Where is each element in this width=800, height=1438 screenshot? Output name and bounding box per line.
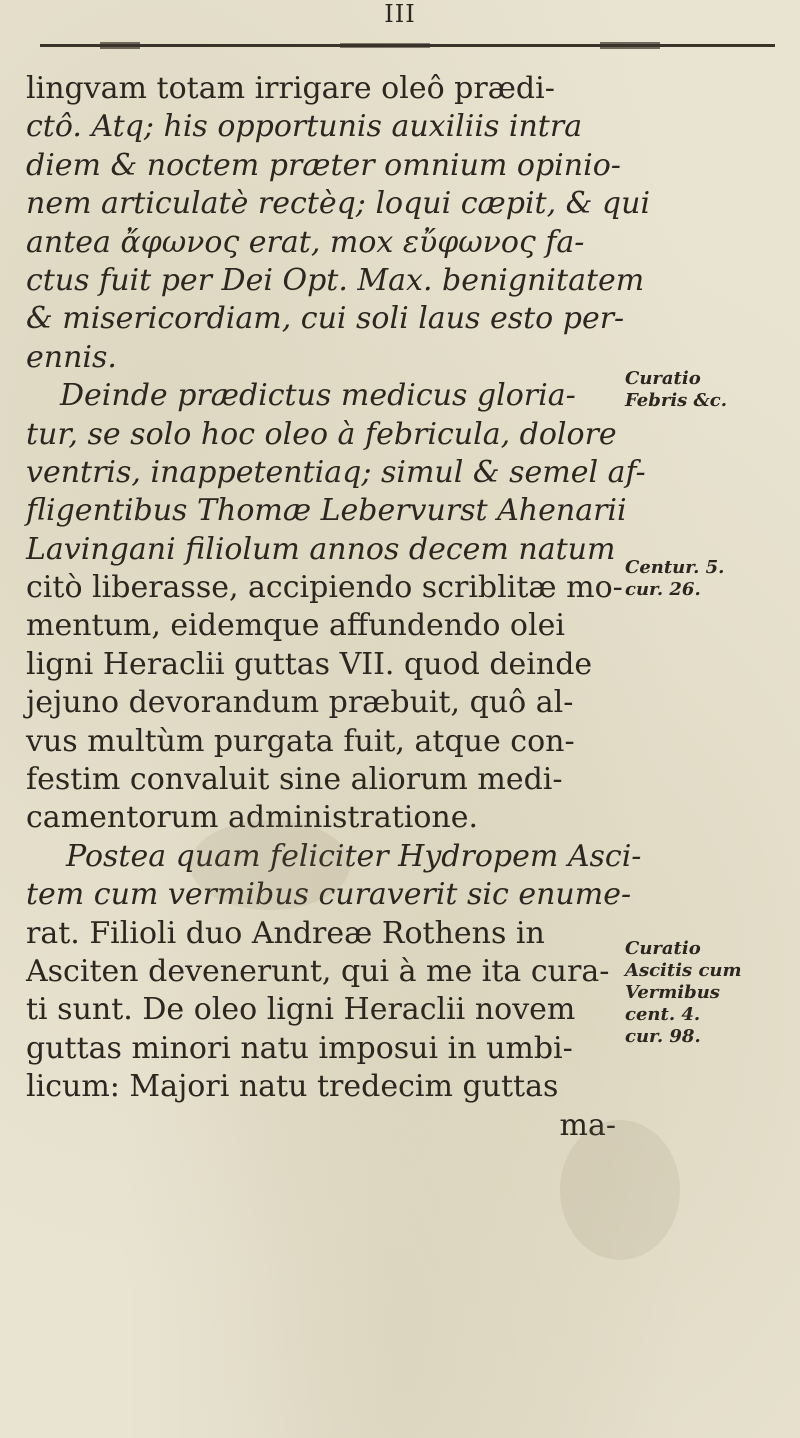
text-line — [26, 991, 616, 1029]
text-line — [26, 70, 616, 108]
text-line — [26, 224, 616, 262]
text-line-content: antea ἄφωνος erat, mox εὔφωνος fa- — [26, 224, 585, 260]
margin-note-line: Curatio — [625, 938, 701, 959]
text-line — [26, 416, 616, 454]
text-line-content: ti sunt. De oleo ligni Heraclii novem — [26, 992, 576, 1028]
paper-stain — [190, 820, 350, 910]
text-line-content: Asciten devenerunt, qui à me ita cura- — [26, 953, 610, 989]
text-line — [26, 147, 621, 185]
margin-note-ascites — [625, 938, 800, 1048]
margin-note-line: Centur. 5. — [625, 557, 725, 578]
text-line — [26, 1107, 616, 1145]
text-line — [26, 723, 616, 761]
text-line-content: festim convaluit sine aliorum medi- — [26, 762, 563, 798]
text-line — [26, 684, 616, 722]
text-line-content: tem cum vermibus curaverit sic enume- — [26, 877, 632, 913]
text-line-content: diem & noctem præter omnium opinio- — [26, 147, 621, 183]
text-line — [26, 761, 616, 799]
text-line — [26, 262, 645, 300]
text-line-content: citò liberasse, accipiendo scriblitæ mo- — [26, 570, 623, 606]
margin-note-line: cur. 26. — [625, 579, 701, 600]
text-line-content: ventris, inappetentiaq; simul & semel af- — [26, 454, 646, 490]
text-line-content: mentum, eidemque affundendo olei — [26, 608, 565, 644]
text-line — [26, 492, 627, 530]
text-line — [26, 607, 616, 645]
text-line — [26, 108, 616, 146]
page-number: III — [384, 0, 416, 28]
text-line-content: guttas minori natu imposui in umbi- — [26, 1030, 573, 1066]
paper-stain — [560, 1120, 680, 1260]
text-line-content: ennis. — [26, 339, 117, 375]
text-line — [26, 454, 646, 492]
margin-note-line: Vermibus — [625, 982, 720, 1003]
text-line-content: rat. Filioli duo Andreæ Rothens in — [26, 915, 545, 951]
text-line — [26, 1068, 616, 1106]
text-line-content: ctus fuit per Dei Opt. Max. benignitatem — [26, 262, 645, 298]
margin-note-febris — [625, 368, 800, 412]
text-line — [26, 377, 616, 415]
text-line-content: lingvam totam irrigare oleô prædi- — [26, 71, 555, 106]
text-line-content: ctô. Atq; his opportunis auxiliis intra — [26, 109, 583, 145]
text-line — [26, 531, 616, 569]
text-line-content: nem articulatè rectèq; loqui cæpit, & qui — [26, 186, 651, 222]
text-line-content: & misericordiam, cui soli laus esto per- — [26, 301, 625, 337]
text-line-content: vus multùm purgata fuit, atque con- — [26, 723, 575, 759]
text-line-content: Postea quam feliciter Hydropem Asci- — [66, 838, 642, 874]
text-line — [26, 646, 616, 684]
text-line-content: camentorum administratione. — [26, 800, 479, 836]
header-rule — [40, 40, 775, 52]
body-text — [26, 70, 651, 1145]
text-line — [26, 1030, 616, 1068]
text-line-content: fligentibus Thomæ Lebervurst Ahenarii — [26, 493, 627, 529]
text-line-content: ma- — [559, 1107, 616, 1143]
text-line-content: Deinde prædictus medicus gloria- — [60, 378, 576, 414]
margin-note-line: cur. 98. — [625, 1026, 701, 1047]
text-line-content: Lavingani filiolum annos decem natum — [26, 531, 616, 567]
margin-note-line: Febris &c. — [625, 390, 728, 411]
margin-note-centuria — [625, 557, 800, 601]
text-line-content: licum: Majori natu tredecim guttas — [26, 1069, 559, 1105]
text-line — [26, 953, 616, 991]
text-line — [26, 339, 616, 377]
text-line — [26, 300, 625, 338]
margin-note-line: cent. 4. — [625, 1004, 701, 1025]
text-line-content: jejuno devorandum præbuit, quô al- — [26, 685, 574, 721]
text-line-content: ligni Heraclii guttas VII. quod deinde — [26, 646, 593, 682]
text-line — [26, 569, 623, 607]
margin-note-line: Curatio — [625, 368, 701, 389]
margin-note-line: Ascitis cum — [625, 960, 742, 981]
text-line-content: tur, se solo hoc oleo à febricula, dolore — [26, 416, 617, 452]
text-line — [26, 915, 616, 953]
text-line — [26, 185, 651, 223]
